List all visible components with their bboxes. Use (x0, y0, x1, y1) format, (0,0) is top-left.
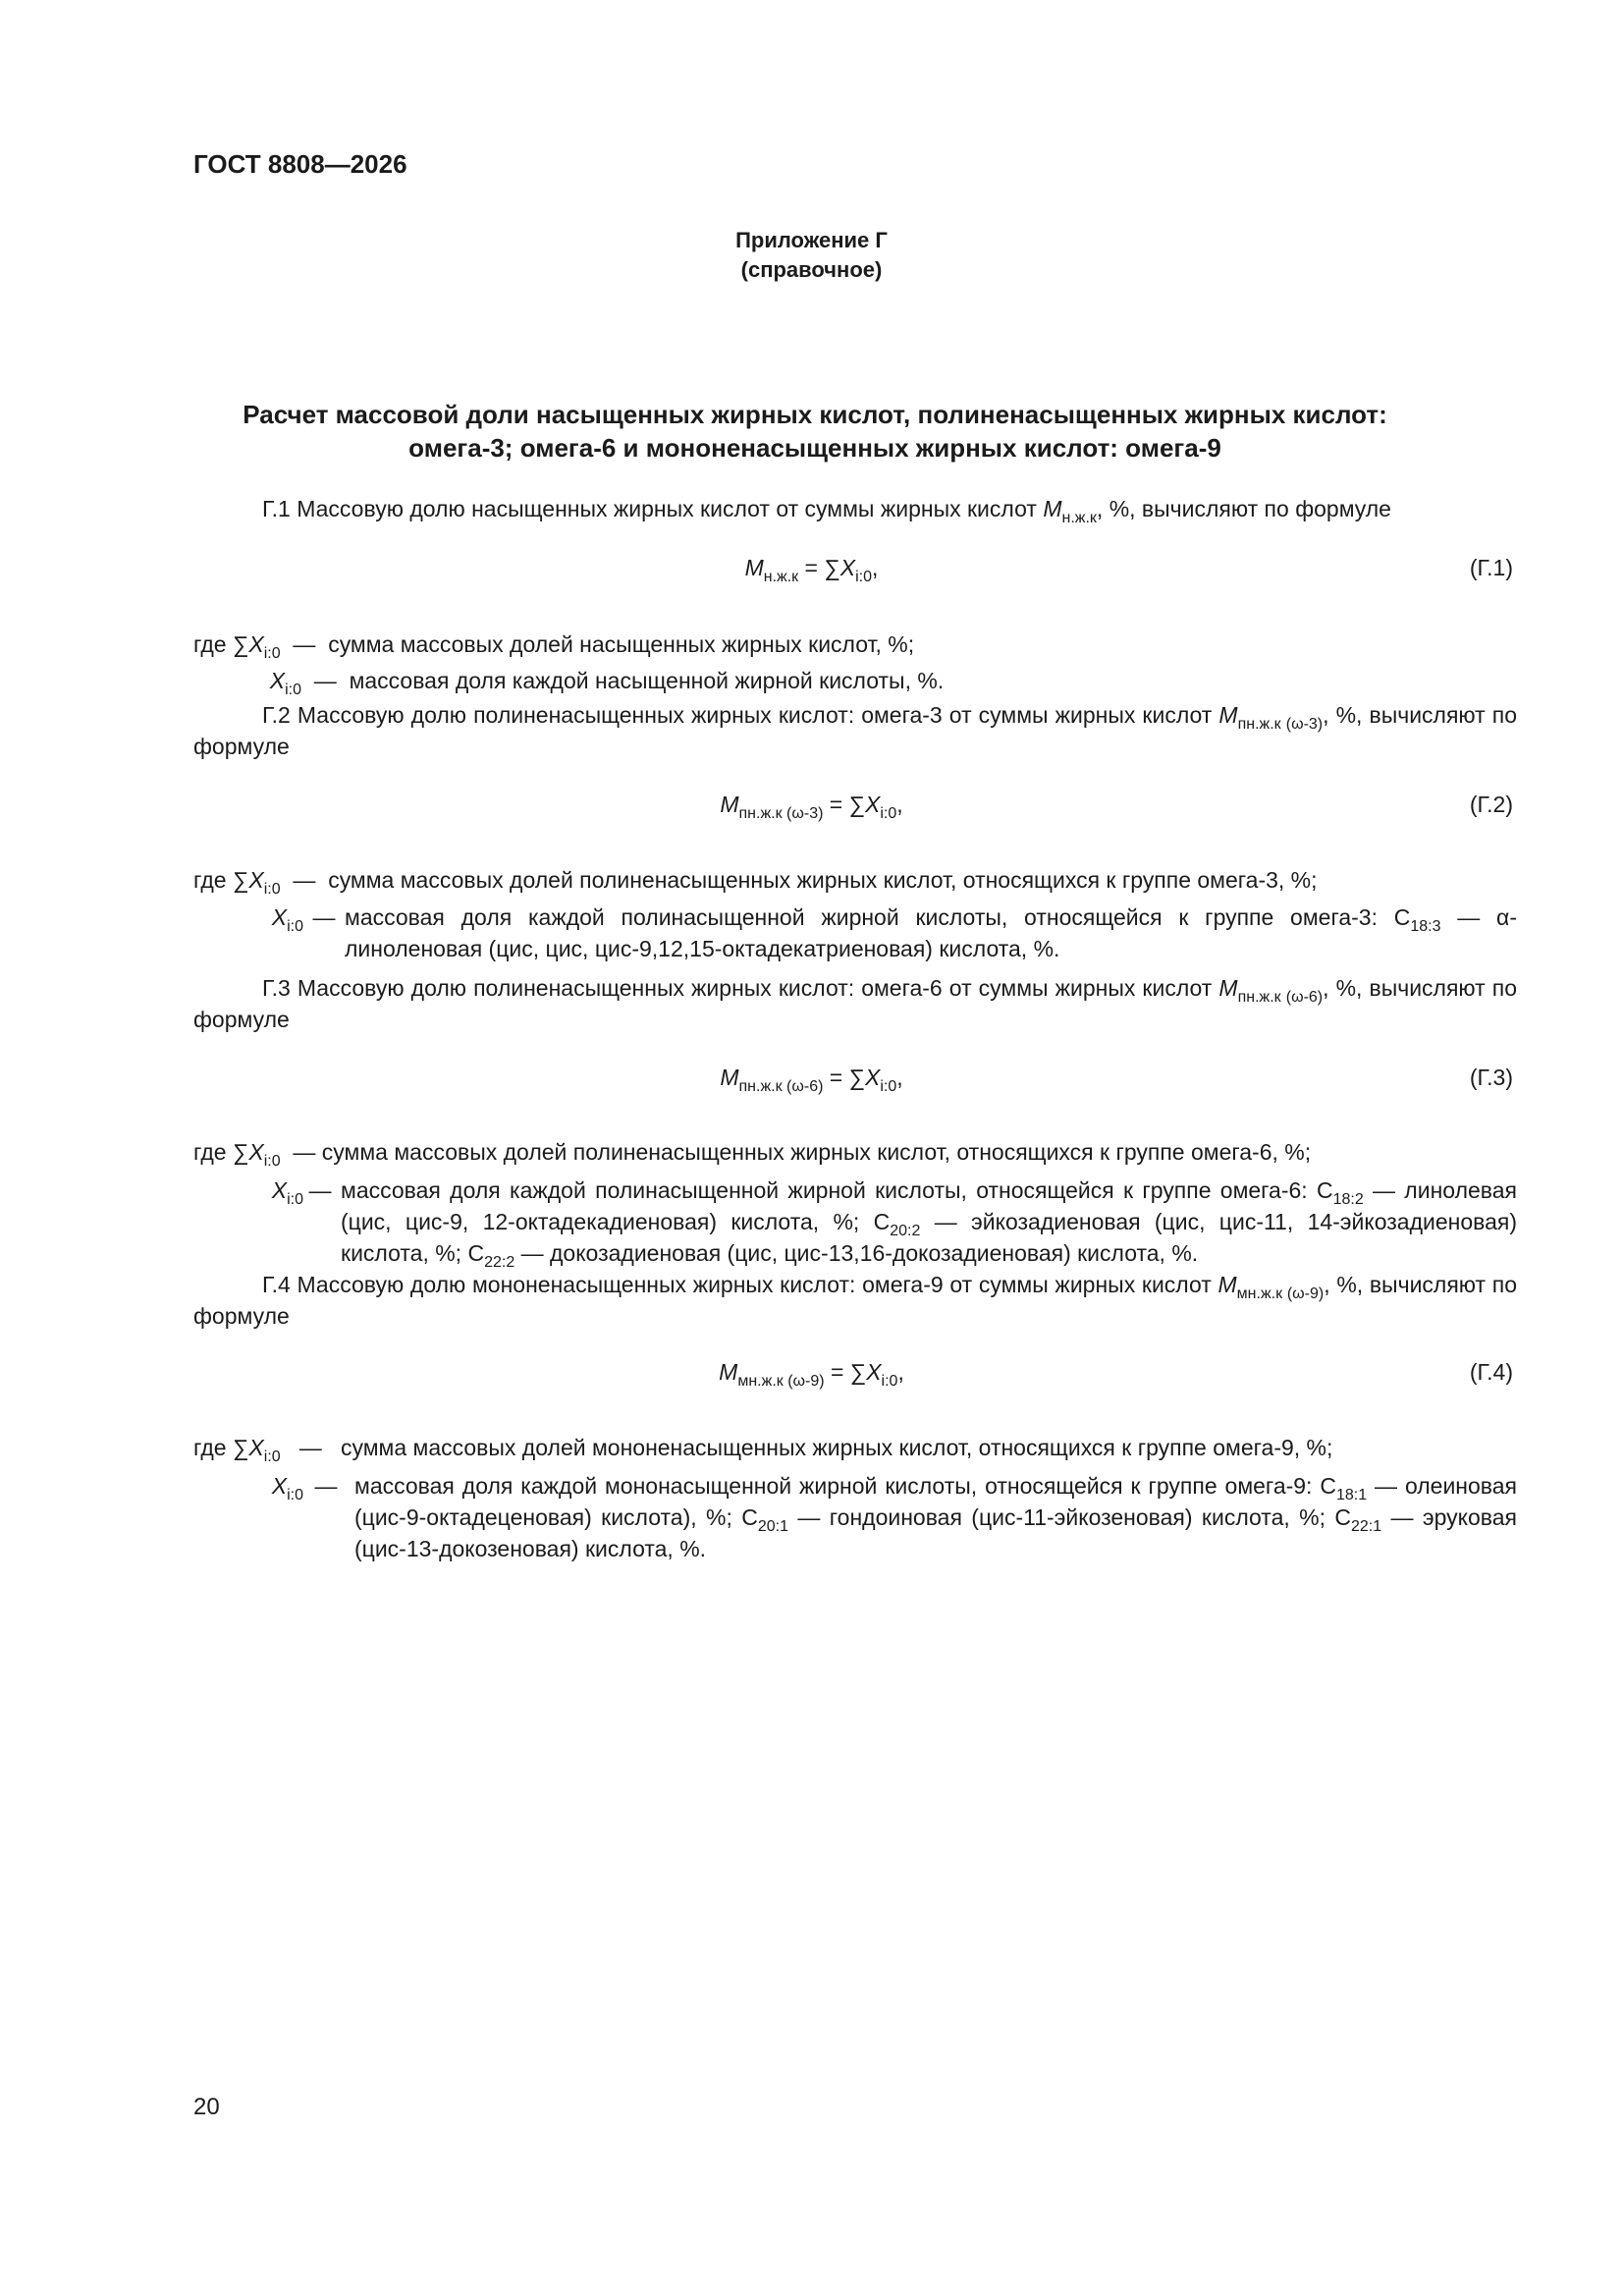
where-g1-sum: где $\sum X_{i:0}$ — сумма массовых долей насыщенных жирных кислот, %; (193, 631, 915, 662)
document-code: ГОСТ 8808—2026 (193, 149, 407, 179)
formula-g2: $M_{пн.ж.к (\omega-3)} = \sum X_{i:0}$, (720, 792, 903, 822)
where-g1-var: $X_{i:0}$ — массовая доля каждой насыщенной жирной кислоты, %. (269, 668, 945, 698)
formula-g4: $M_{мн.ж.к (\omega-9)} = \sum X_{i:0}$, (719, 1359, 904, 1390)
paragraph-g1: Г.1 Массовую долю насыщенных жирных кислот от суммы жирных кислот $M_{н.ж.к}$, %, вычисляют по формуле (262, 496, 1391, 526)
where-g3-sum: где $\sum X_{i:0}$ — сумма массовых долей полиненасыщенных жирных кислот, относящихся к группе омега-6, %; (193, 1139, 1312, 1170)
formula-g1: $M_{н.ж.к} = \sum X_{i:0}$, (744, 555, 879, 585)
formula-number-g2: (Г.2) (1469, 792, 1513, 817)
page-number: 20 (193, 2094, 220, 2120)
paragraph-g2: Г.2 Массовую долю полиненасыщенных жирных кислот: омега-3 от суммы жирных кислот $M_{пн.ж.к (\omega-3)}$, %, вычисляют по формуле (193, 702, 1518, 759)
paragraph-g3: Г.3 Массовую долю полиненасыщенных жирных кислот: омега-6 от суммы жирных кислот $M_{пн.ж.к (\omega-6)}$, %, вычисляют по формуле (193, 975, 1518, 1032)
page-title-line-2: омега-3; омега-6 и мононенасыщенных жирных кислот: омега-9 (408, 433, 1221, 463)
formula-number-g3: (Г.3) (1469, 1065, 1513, 1090)
where-g2-var: $X_{i:0}$ — массовая доля каждой полинасыщенной жирной кислоты, относящейся к группе омега-3: $C_{18:3}$ — α-линоленовая (цис, цис, цис-9,12,15-октадекатриеновая) кислота, %. (271, 904, 1517, 961)
appendix-title: Приложение Г (735, 228, 888, 252)
page-title (177, 398, 1453, 465)
where-g2-sum: где $\sum X_{i:0}$ — сумма массовых долей полиненасыщенных жирных кислот, относящихся к группе омега-3, %; (193, 867, 1318, 898)
page-title-line-1: Расчет массовой доли насыщенных жирных кислот, полиненасыщенных жирных кислот: (243, 400, 1387, 429)
paragraph-g4: Г.4 Массовую долю мононенасыщенных жирных кислот: омега-9 от суммы жирных кислот $M_{мн.ж.к (\omega-9)}$, %, вычисляют по формуле (193, 1272, 1518, 1329)
where-g3-var: $X_{i:0}$ — массовая доля каждой полинасыщенной жирной кислоты, относящейся к группе омега-6: $C_{18:2}$ — линолевая (цис, цис-9, 12-октадекадиеновая) кислота, %; $C_{20:2}$ — эйкозадиеновая (цис, цис-11, 14-эйкозадиеновая) кислота, %; $C_{22:2}$ — докозадиеновая (цис, цис-13,16-докозадиеновая) кислота, %. (271, 1177, 1517, 1271)
formula-g3: $M_{пн.ж.к (\omega-6)} = \sum X_{i:0}$, (720, 1065, 903, 1095)
where-g4-sum: где $\sum X_{i:0}$ — сумма массовых долей мононенасыщенных жирных кислот, относящихся к группе омега-9, %; (193, 1435, 1333, 1465)
appendix-note: (справочное) (740, 257, 883, 282)
formula-number-g4: (Г.4) (1469, 1359, 1513, 1385)
formula-number-g1: (Г.1) (1469, 555, 1513, 580)
where-g4-var: $X_{i:0}$ — массовая доля каждой мононасыщенной жирной кислоты, относящейся к группе омега-9: $C_{18:1}$ — олеиновая (цис-9-октадеценовая) кислота), %; $C_{20:1}$ — гондоиновая (цис-11-эйкозеновая) кислота, %; $C_{22:1}$ — эруковая (цис-13-докозеновая) кислота, %. (271, 1473, 1518, 1561)
